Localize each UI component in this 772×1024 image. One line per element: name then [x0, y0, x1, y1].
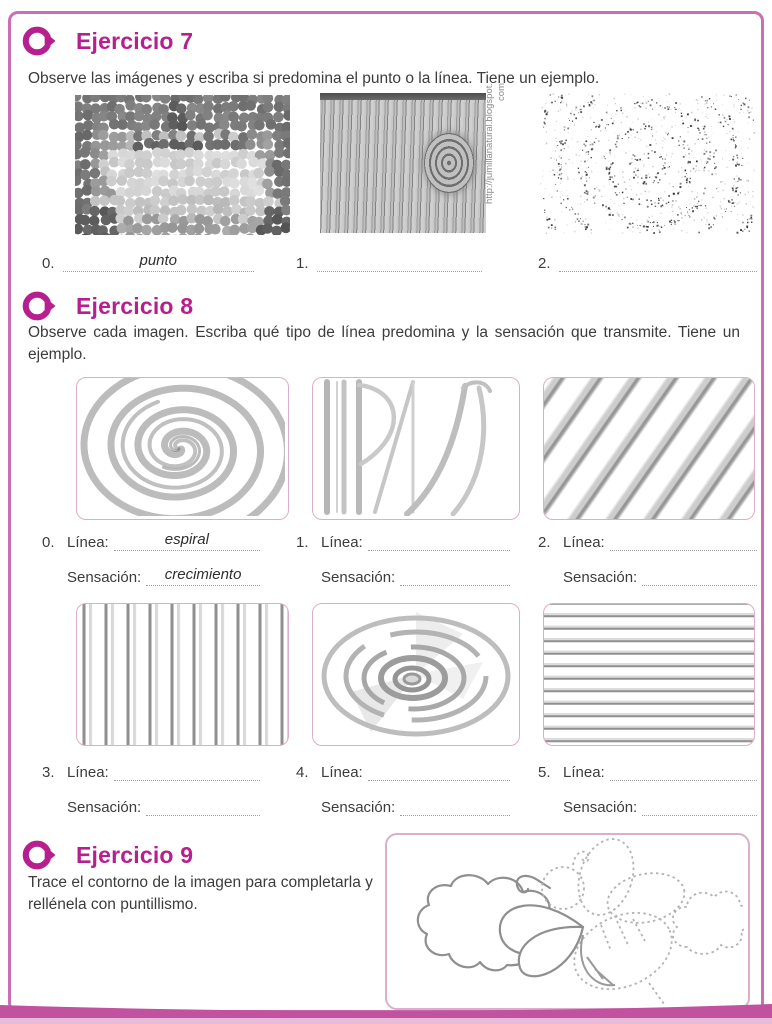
sensacion-row [538, 796, 757, 816]
linea-answer-line [368, 761, 510, 781]
sensacion-row [42, 566, 260, 586]
label-block-0 [42, 531, 260, 586]
sensacion-label: Sensación: [563, 569, 638, 586]
sensacion-answer-line [642, 566, 757, 586]
sensacion-answer-line [400, 796, 510, 816]
linea-label: Línea: [67, 764, 109, 781]
exercise8-instruction: Observe cada imagen. Escriba qué tipo de línea predomina y la sensación que transmite. Tiene un ejemplo. [28, 324, 740, 363]
bee-drawing [387, 835, 744, 1004]
sensacion-answer-line [642, 796, 757, 816]
exercise7-title: Ejercicio 7 [76, 27, 194, 54]
linea-row [538, 761, 757, 781]
curved-lines-drawing [313, 378, 516, 516]
answer-number: 1. [296, 255, 309, 272]
exercise7-header [22, 24, 193, 58]
linea-label: Línea: [563, 764, 605, 781]
curved-lines-image [312, 377, 520, 520]
arrow-circle-icon [22, 838, 56, 872]
answer-number: 0. [42, 255, 55, 272]
answer-number: 2. [538, 255, 551, 272]
arrow-circle-icon [22, 289, 56, 323]
horizontal-lines-image [543, 603, 755, 746]
linea-label: Línea: [563, 534, 605, 551]
sensacion-row [296, 796, 510, 816]
exercise9-title: Ejercicio 9 [76, 841, 194, 868]
exercise8-title: Ejercicio 8 [76, 292, 194, 319]
sensacion-label: Sensación: [67, 799, 142, 816]
linea-row [42, 761, 260, 781]
exercise9-header [22, 838, 193, 872]
footer-swoosh [0, 1000, 772, 1024]
answer-line [317, 252, 482, 272]
label-block-1 [296, 531, 510, 586]
vertical-lines-image [76, 603, 289, 746]
exercise7-instruction: Observe las imágenes y escriba si predomina el punto o la línea. Tiene un ejemplo. [28, 70, 600, 87]
label-block-2 [538, 531, 757, 586]
item-number: 1. [296, 534, 309, 551]
label-block-3 [42, 761, 260, 816]
sensacion-label: Sensación: [563, 799, 638, 816]
wood-top-shadow [320, 93, 486, 100]
answer-line: punto [63, 252, 254, 272]
linea-label: Línea: [321, 534, 363, 551]
exercise8-header [22, 289, 193, 323]
label-block-4 [296, 761, 510, 816]
item-number: 4. [296, 764, 309, 781]
item-number: 3. [42, 764, 55, 781]
linea-answer-line [114, 761, 260, 781]
diagonal-lines-image [543, 377, 755, 520]
credit-line1: http://jumillanatural.blogspot. [484, 83, 495, 204]
linea-answer-line [368, 531, 510, 551]
spiral-drawing [77, 378, 285, 516]
linea-answer-line: espiral [114, 531, 260, 551]
sensacion-row [538, 566, 757, 586]
answer-line [559, 252, 757, 272]
item-number: 2. [538, 534, 551, 551]
cup-pointillism-drawing [75, 95, 290, 235]
answer-field-1 [296, 252, 482, 272]
cup-pointillism-image [75, 95, 290, 235]
wood-grain-image [320, 93, 486, 233]
arrow-circle-icon [22, 24, 56, 58]
answer-field-0 [42, 252, 254, 272]
sensacion-row [296, 566, 510, 586]
linea-row [296, 761, 510, 781]
linea-row [296, 531, 510, 551]
photo-credit [484, 83, 510, 233]
stipple-drawing [540, 93, 756, 235]
linea-answer-line [610, 761, 757, 781]
linea-label: Línea: [321, 764, 363, 781]
sensacion-row [42, 796, 260, 816]
answer-field-2 [538, 252, 757, 272]
sensacion-answer-line [146, 796, 260, 816]
bee-outline-image [385, 833, 750, 1010]
concentric-drawing [313, 604, 516, 742]
sensacion-label: Sensación: [321, 569, 396, 586]
label-block-5 [538, 761, 757, 816]
wood-knot [424, 133, 474, 193]
item-number: 5. [538, 764, 551, 781]
linea-label: Línea: [67, 534, 109, 551]
linea-answer-line [610, 531, 757, 551]
sensacion-label: Sensación: [67, 569, 142, 586]
sensacion-answer-line [400, 566, 510, 586]
stippled-circles-image [540, 93, 756, 235]
spiral-lines-image [76, 377, 289, 520]
exercise9-instruction: Trace el contorno de la imagen para completarla y rellénela con puntillismo. [28, 874, 373, 913]
linea-row [538, 531, 757, 551]
sensacion-answer-line: crecimiento [146, 566, 260, 586]
sensacion-label: Sensación: [321, 799, 396, 816]
concentric-circles-image [312, 603, 520, 746]
credit-line2: com [496, 83, 507, 101]
item-number: 0. [42, 534, 55, 551]
linea-row [42, 531, 260, 551]
